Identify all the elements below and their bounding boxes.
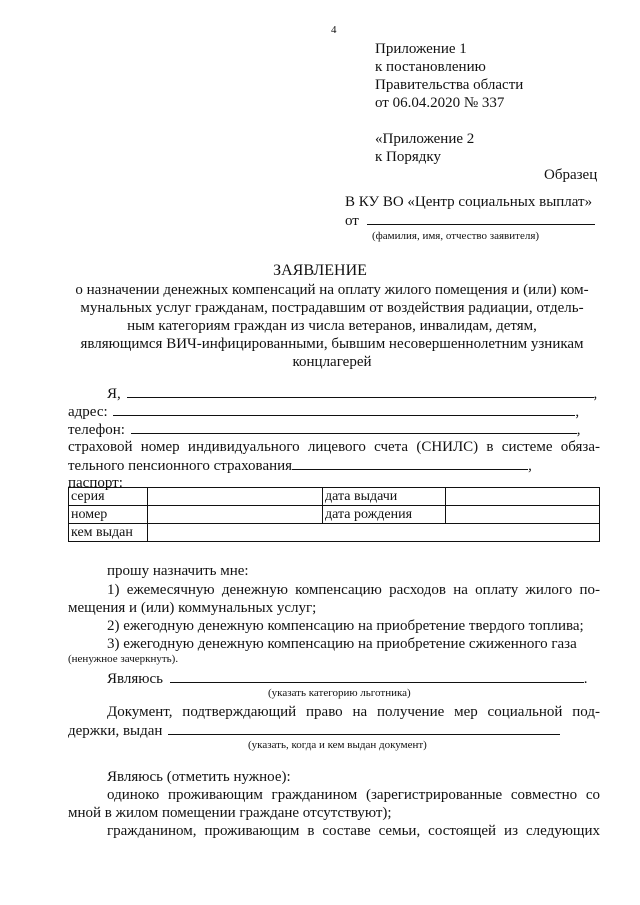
- from-hint: (фамилия, имя, отчество заявителя): [372, 230, 540, 242]
- table-row: [69, 488, 600, 506]
- document-title: ЗАЯВЛЕНИЕ: [273, 262, 367, 279]
- subtitle-line-2: мунальных услуг гражданам, пострадавшим от воздействия радиации, отдель-: [80, 300, 584, 316]
- series-cell: [148, 488, 323, 506]
- strike-note: (ненужное зачеркнуть).: [68, 653, 179, 665]
- birth-date-label: дата рождения: [323, 506, 446, 524]
- address-label: адрес:: [68, 404, 108, 420]
- resolution-date-line: от 06.04.2020 № 337: [375, 95, 505, 111]
- document-hint: (указать, когда и кем выдан документ): [248, 739, 427, 751]
- table-row: [69, 506, 600, 524]
- status-option-1b: мной в жилом помещении граждане отсутствуют);: [68, 805, 392, 821]
- request-item-1a: 1) ежемесячную денежную компенсацию расходов на оплату жилого по-: [107, 582, 600, 598]
- phone-field: телефон: ,: [68, 422, 581, 438]
- request-item-1b: мещения и (или) коммунальных услуг;: [68, 600, 317, 616]
- snils-line-2: тельного пенсионного страхования ,: [68, 458, 532, 474]
- number-cell: [148, 506, 323, 524]
- issued-by-label: кем выдан: [69, 524, 148, 542]
- subtitle-line-1: о назначении денежных компенсаций на оплату жилого помещения и (или) ком-: [75, 282, 589, 298]
- document-line-1: Документ, подтверждающий право на получение мер социальной под-: [107, 704, 600, 720]
- document-line-2: [68, 721, 560, 740]
- snils-line-1: страховой номер индивидуального лицевого счета (СНИЛС) в системе обяза-: [68, 439, 600, 455]
- government-line: Правительства области: [375, 77, 524, 93]
- number-label: номер: [69, 506, 148, 524]
- request-item-3: 3) ежегодную денежную компенсацию на приобретение сжиженного газа: [107, 636, 577, 652]
- ya-label: Я,: [107, 386, 121, 402]
- birth-date-cell: [446, 506, 600, 524]
- document-label: держки, выдан: [68, 723, 163, 739]
- subtitle-line-5: концлагерей: [292, 354, 372, 370]
- from-blank: [367, 211, 595, 225]
- phone-blank: [131, 420, 577, 434]
- ya-field: Я, ,: [107, 386, 598, 402]
- subtitle-line-4: являющимся ВИЧ-инфицированными, бывшим несовершеннолетним узникам: [80, 336, 584, 352]
- document-blank: [168, 721, 560, 735]
- snils-blank: [292, 456, 528, 470]
- address-blank: [113, 402, 575, 416]
- request-intro: прошу назначить мне:: [107, 563, 249, 579]
- status-option-2: гражданином, проживающим в составе семьи, состоящей из следующих: [107, 823, 600, 839]
- issued-by-cell: [148, 524, 600, 542]
- issue-date-label: дата выдачи: [323, 488, 446, 506]
- request-item-2: 2) ежегодную денежную компенсацию на приобретение твердого топлива;: [107, 618, 584, 634]
- to-order-line: к Порядку: [375, 149, 441, 165]
- status-option-1a: одиноко проживающим гражданином (зарегистрированные совместно со: [107, 787, 600, 803]
- issue-date-cell: [446, 488, 600, 506]
- category-blank: [170, 669, 584, 683]
- subtitle-line-3: ным категориям граждан из числа ветеранов, инвалидам, детям,: [127, 318, 537, 334]
- appendix-2-line: «Приложение 2: [375, 131, 475, 147]
- table-row: [69, 524, 600, 542]
- category-hint: (указать категорию льготника): [268, 687, 411, 699]
- category-label: Являюсь: [107, 671, 163, 687]
- category-field: Являюсь .: [107, 671, 588, 687]
- status-intro: Являюсь (отметить нужное):: [107, 769, 291, 785]
- sample-label: Образец: [544, 167, 598, 183]
- addressee-from: [345, 211, 595, 230]
- appendix-1-line: Приложение 1: [375, 41, 467, 57]
- from-label: от: [345, 213, 359, 229]
- passport-label: паспорт:: [68, 475, 123, 491]
- series-label: серия: [69, 488, 148, 506]
- address-field: адрес: ,: [68, 404, 580, 420]
- page-number: 4: [331, 24, 337, 36]
- phone-label: телефон:: [68, 422, 125, 438]
- passport-table: [68, 487, 600, 542]
- name-blank: [127, 384, 594, 398]
- addressee-to: В КУ ВО «Центр социальных выплат»: [345, 194, 593, 210]
- to-resolution-line: к постановлению: [375, 59, 486, 75]
- snils-label: тельного пенсионного страхования: [68, 458, 293, 474]
